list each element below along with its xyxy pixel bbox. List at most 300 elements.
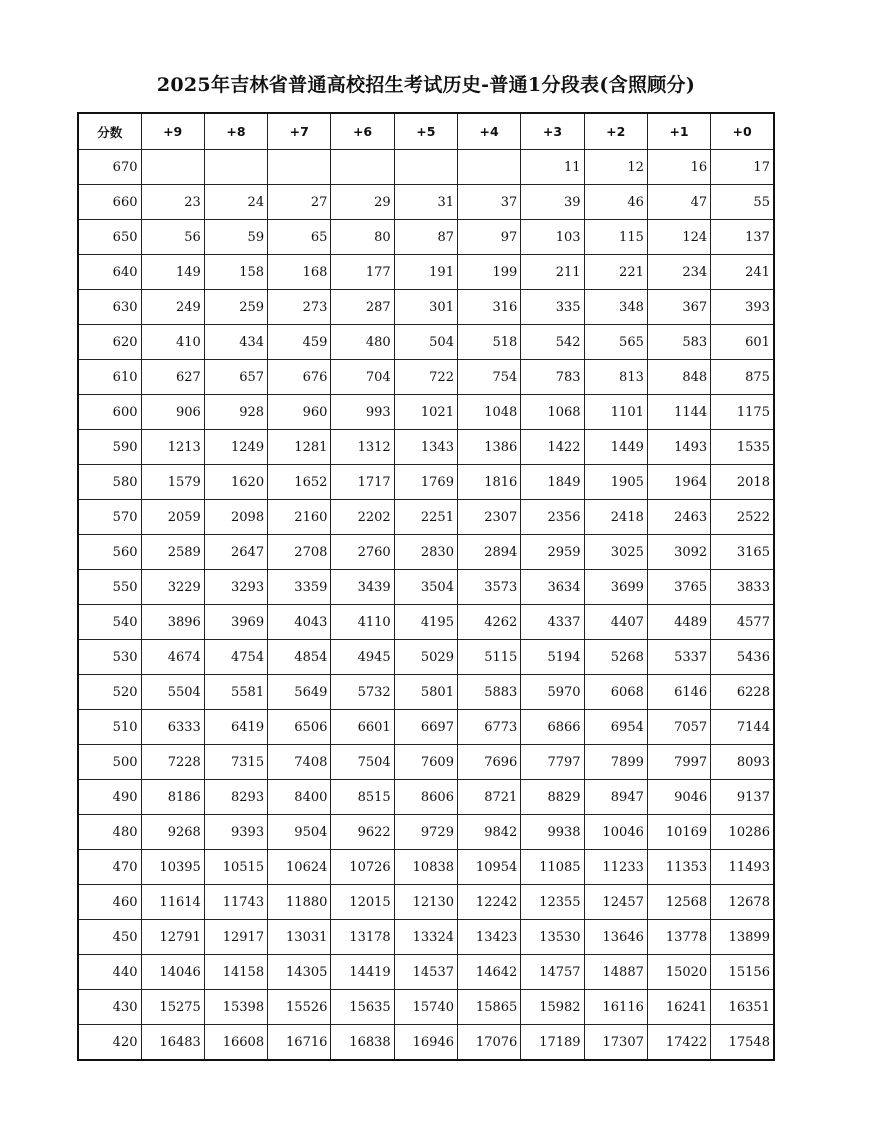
count-cell: 221: [584, 255, 647, 290]
score-cell: 640: [78, 255, 141, 290]
count-cell: 4337: [521, 605, 584, 640]
count-cell: 16116: [584, 990, 647, 1025]
count-cell: 875: [711, 360, 774, 395]
table-row: [78, 1025, 774, 1061]
score-cell: 450: [78, 920, 141, 955]
table-row: [78, 290, 774, 325]
count-cell: 241: [711, 255, 774, 290]
count-cell: 17422: [647, 1025, 710, 1061]
count-cell: 5883: [457, 675, 520, 710]
count-cell: 14887: [584, 955, 647, 990]
count-cell: 504: [394, 325, 457, 360]
count-cell: 960: [268, 395, 331, 430]
score-cell: 580: [78, 465, 141, 500]
count-cell: 15020: [647, 955, 710, 990]
count-cell: 542: [521, 325, 584, 360]
count-cell: 8829: [521, 780, 584, 815]
count-cell: 2830: [394, 535, 457, 570]
count-cell: 1312: [331, 430, 394, 465]
count-cell: 14757: [521, 955, 584, 990]
count-cell: 12130: [394, 885, 457, 920]
count-cell: 273: [268, 290, 331, 325]
count-cell: 335: [521, 290, 584, 325]
count-cell: 8606: [394, 780, 457, 815]
count-cell: 15156: [711, 955, 774, 990]
count-cell: 4854: [268, 640, 331, 675]
count-cell: 3573: [457, 570, 520, 605]
count-cell: 31: [394, 185, 457, 220]
count-cell: 15526: [268, 990, 331, 1025]
column-header-offset: +2: [584, 113, 647, 150]
count-cell: 410: [141, 325, 204, 360]
count-cell: 8721: [457, 780, 520, 815]
table-row: [78, 605, 774, 640]
count-cell: 906: [141, 395, 204, 430]
count-cell: 8947: [584, 780, 647, 815]
score-table: [77, 112, 775, 1061]
count-cell: 4577: [711, 605, 774, 640]
count-cell: 2018: [711, 465, 774, 500]
count-cell: 518: [457, 325, 520, 360]
count-cell: 722: [394, 360, 457, 395]
count-cell: 583: [647, 325, 710, 360]
count-cell: 1281: [268, 430, 331, 465]
count-cell: 1620: [204, 465, 267, 500]
count-cell: 97: [457, 220, 520, 255]
count-cell: 5115: [457, 640, 520, 675]
table-row: [78, 570, 774, 605]
count-cell: 5732: [331, 675, 394, 710]
count-cell: [457, 150, 520, 185]
count-cell: 3896: [141, 605, 204, 640]
score-cell: 490: [78, 780, 141, 815]
count-cell: 16716: [268, 1025, 331, 1061]
count-cell: 5970: [521, 675, 584, 710]
count-cell: 234: [647, 255, 710, 290]
count-cell: 5436: [711, 640, 774, 675]
count-cell: 6697: [394, 710, 457, 745]
count-cell: 6954: [584, 710, 647, 745]
count-cell: 10395: [141, 850, 204, 885]
column-header-offset: +8: [204, 113, 267, 150]
count-cell: 9729: [394, 815, 457, 850]
table-row: [78, 430, 774, 465]
count-cell: 80: [331, 220, 394, 255]
table-row: [78, 850, 774, 885]
count-cell: 17307: [584, 1025, 647, 1061]
count-cell: 565: [584, 325, 647, 360]
table-row: [78, 675, 774, 710]
count-cell: 12917: [204, 920, 267, 955]
score-cell: 660: [78, 185, 141, 220]
table-row: [78, 360, 774, 395]
table-row: [78, 920, 774, 955]
count-cell: 17189: [521, 1025, 584, 1061]
table-row: [78, 990, 774, 1025]
count-cell: 480: [331, 325, 394, 360]
count-cell: 287: [331, 290, 394, 325]
count-cell: 199: [457, 255, 520, 290]
count-cell: 14158: [204, 955, 267, 990]
count-cell: 4945: [331, 640, 394, 675]
count-cell: 2418: [584, 500, 647, 535]
count-cell: 14305: [268, 955, 331, 990]
column-header-offset: +1: [647, 113, 710, 150]
count-cell: 13899: [711, 920, 774, 955]
count-cell: 11: [521, 150, 584, 185]
count-cell: 3634: [521, 570, 584, 605]
table-row: [78, 255, 774, 290]
count-cell: 12678: [711, 885, 774, 920]
count-cell: 15865: [457, 990, 520, 1025]
score-cell: 610: [78, 360, 141, 395]
count-cell: 9842: [457, 815, 520, 850]
score-cell: 430: [78, 990, 141, 1025]
count-cell: 4195: [394, 605, 457, 640]
count-cell: 168: [268, 255, 331, 290]
count-cell: 2098: [204, 500, 267, 535]
score-cell: 600: [78, 395, 141, 430]
count-cell: 15398: [204, 990, 267, 1025]
score-cell: 440: [78, 955, 141, 990]
count-cell: 15982: [521, 990, 584, 1025]
count-cell: 8093: [711, 745, 774, 780]
score-cell: 620: [78, 325, 141, 360]
score-cell: 420: [78, 1025, 141, 1061]
count-cell: 3092: [647, 535, 710, 570]
table-row: [78, 535, 774, 570]
count-cell: 16838: [331, 1025, 394, 1061]
page-title: 2025年吉林省普通高校招生考试历史-普通1分段表(含照顾分): [156, 74, 696, 96]
count-cell: 24: [204, 185, 267, 220]
count-cell: 3025: [584, 535, 647, 570]
count-cell: 7797: [521, 745, 584, 780]
score-cell: 460: [78, 885, 141, 920]
count-cell: 11353: [647, 850, 710, 885]
table-row: [78, 185, 774, 220]
count-cell: 14419: [331, 955, 394, 990]
count-cell: 8400: [268, 780, 331, 815]
table-row: [78, 885, 774, 920]
column-header-offset: +4: [457, 113, 520, 150]
count-cell: 29: [331, 185, 394, 220]
count-cell: 1175: [711, 395, 774, 430]
table-row: [78, 220, 774, 255]
count-cell: 6601: [331, 710, 394, 745]
count-cell: 13646: [584, 920, 647, 955]
count-cell: 754: [457, 360, 520, 395]
count-cell: 7228: [141, 745, 204, 780]
count-cell: 4674: [141, 640, 204, 675]
count-cell: 2760: [331, 535, 394, 570]
score-cell: 570: [78, 500, 141, 535]
score-cell: 650: [78, 220, 141, 255]
count-cell: 1386: [457, 430, 520, 465]
table-row: [78, 325, 774, 360]
count-cell: 6419: [204, 710, 267, 745]
count-cell: 1101: [584, 395, 647, 430]
count-cell: 7997: [647, 745, 710, 780]
count-cell: 14537: [394, 955, 457, 990]
table-row: [78, 150, 774, 185]
header-row: [78, 113, 774, 150]
count-cell: 2307: [457, 500, 520, 535]
count-cell: 601: [711, 325, 774, 360]
score-cell: 470: [78, 850, 141, 885]
count-cell: 627: [141, 360, 204, 395]
count-cell: 5649: [268, 675, 331, 710]
count-cell: 16483: [141, 1025, 204, 1061]
count-cell: 3165: [711, 535, 774, 570]
count-cell: 676: [268, 360, 331, 395]
count-cell: 10515: [204, 850, 267, 885]
count-cell: 211: [521, 255, 584, 290]
count-cell: 12791: [141, 920, 204, 955]
count-cell: 56: [141, 220, 204, 255]
count-cell: 3439: [331, 570, 394, 605]
count-cell: 6146: [647, 675, 710, 710]
count-cell: 9137: [711, 780, 774, 815]
count-cell: 13530: [521, 920, 584, 955]
count-cell: 3833: [711, 570, 774, 605]
count-cell: 15635: [331, 990, 394, 1025]
count-cell: 16351: [711, 990, 774, 1025]
count-cell: 10286: [711, 815, 774, 850]
count-cell: 37: [457, 185, 520, 220]
count-cell: 6866: [521, 710, 584, 745]
count-cell: 1849: [521, 465, 584, 500]
count-cell: 27: [268, 185, 331, 220]
count-cell: 11493: [711, 850, 774, 885]
count-cell: 9268: [141, 815, 204, 850]
count-cell: 3969: [204, 605, 267, 640]
count-cell: 7696: [457, 745, 520, 780]
count-cell: 16: [647, 150, 710, 185]
count-cell: 11743: [204, 885, 267, 920]
count-cell: 13324: [394, 920, 457, 955]
count-cell: 13423: [457, 920, 520, 955]
table-row: [78, 465, 774, 500]
count-cell: 259: [204, 290, 267, 325]
count-cell: 1213: [141, 430, 204, 465]
count-cell: 6506: [268, 710, 331, 745]
count-cell: 8293: [204, 780, 267, 815]
count-cell: 12015: [331, 885, 394, 920]
count-cell: 5029: [394, 640, 457, 675]
score-cell: 590: [78, 430, 141, 465]
count-cell: 4110: [331, 605, 394, 640]
count-cell: 2160: [268, 500, 331, 535]
count-cell: 657: [204, 360, 267, 395]
count-cell: 2202: [331, 500, 394, 535]
count-cell: 2463: [647, 500, 710, 535]
column-header-offset: +5: [394, 113, 457, 150]
count-cell: 4407: [584, 605, 647, 640]
count-cell: 16241: [647, 990, 710, 1025]
count-cell: 59: [204, 220, 267, 255]
count-cell: 1964: [647, 465, 710, 500]
count-cell: 4043: [268, 605, 331, 640]
count-cell: 9046: [647, 780, 710, 815]
count-cell: 1021: [394, 395, 457, 430]
count-cell: 1816: [457, 465, 520, 500]
count-cell: 783: [521, 360, 584, 395]
count-cell: 12355: [521, 885, 584, 920]
count-cell: 2522: [711, 500, 774, 535]
count-cell: 1422: [521, 430, 584, 465]
count-cell: 301: [394, 290, 457, 325]
score-cell: 630: [78, 290, 141, 325]
count-cell: 5504: [141, 675, 204, 710]
count-cell: 4262: [457, 605, 520, 640]
count-cell: 23: [141, 185, 204, 220]
count-cell: 1068: [521, 395, 584, 430]
count-cell: 65: [268, 220, 331, 255]
count-cell: 39: [521, 185, 584, 220]
count-cell: 848: [647, 360, 710, 395]
count-cell: 10169: [647, 815, 710, 850]
count-cell: 17: [711, 150, 774, 185]
count-cell: 5581: [204, 675, 267, 710]
count-cell: [394, 150, 457, 185]
count-cell: 6228: [711, 675, 774, 710]
count-cell: 11233: [584, 850, 647, 885]
count-cell: 47: [647, 185, 710, 220]
score-cell: 480: [78, 815, 141, 850]
count-cell: 5801: [394, 675, 457, 710]
table-row: [78, 780, 774, 815]
count-cell: 11085: [521, 850, 584, 885]
count-cell: 3293: [204, 570, 267, 605]
table-row: [78, 395, 774, 430]
count-cell: 1652: [268, 465, 331, 500]
count-cell: 103: [521, 220, 584, 255]
column-header-offset: +7: [268, 113, 331, 150]
count-cell: 928: [204, 395, 267, 430]
table-row: [78, 745, 774, 780]
count-cell: 1769: [394, 465, 457, 500]
count-cell: 12: [584, 150, 647, 185]
count-cell: 249: [141, 290, 204, 325]
count-cell: 7609: [394, 745, 457, 780]
count-cell: 115: [584, 220, 647, 255]
table-row: [78, 500, 774, 535]
count-cell: 348: [584, 290, 647, 325]
count-cell: 177: [331, 255, 394, 290]
column-header-offset: +3: [521, 113, 584, 150]
count-cell: 55: [711, 185, 774, 220]
count-cell: 3359: [268, 570, 331, 605]
count-cell: 2959: [521, 535, 584, 570]
count-cell: 5268: [584, 640, 647, 675]
count-cell: 12568: [647, 885, 710, 920]
count-cell: 158: [204, 255, 267, 290]
count-cell: 9504: [268, 815, 331, 850]
score-cell: 670: [78, 150, 141, 185]
count-cell: 17548: [711, 1025, 774, 1061]
count-cell: 5337: [647, 640, 710, 675]
count-cell: [204, 150, 267, 185]
column-header-offset: +9: [141, 113, 204, 150]
count-cell: 6773: [457, 710, 520, 745]
table-row: [78, 640, 774, 675]
count-cell: 1905: [584, 465, 647, 500]
count-cell: 367: [647, 290, 710, 325]
count-cell: 10046: [584, 815, 647, 850]
count-cell: 191: [394, 255, 457, 290]
count-cell: 1449: [584, 430, 647, 465]
count-cell: 7408: [268, 745, 331, 780]
count-cell: 7504: [331, 745, 394, 780]
count-cell: 6333: [141, 710, 204, 745]
count-cell: 393: [711, 290, 774, 325]
count-cell: 11614: [141, 885, 204, 920]
count-cell: [331, 150, 394, 185]
count-cell: 11880: [268, 885, 331, 920]
count-cell: 15275: [141, 990, 204, 1025]
score-cell: 510: [78, 710, 141, 745]
count-cell: 7144: [711, 710, 774, 745]
count-cell: 3765: [647, 570, 710, 605]
count-cell: 5194: [521, 640, 584, 675]
count-cell: 13178: [331, 920, 394, 955]
count-cell: 3504: [394, 570, 457, 605]
count-cell: 7315: [204, 745, 267, 780]
count-cell: 149: [141, 255, 204, 290]
count-cell: 8186: [141, 780, 204, 815]
count-cell: 10954: [457, 850, 520, 885]
count-cell: 9393: [204, 815, 267, 850]
count-cell: 993: [331, 395, 394, 430]
score-cell: 530: [78, 640, 141, 675]
count-cell: 1535: [711, 430, 774, 465]
count-cell: 4754: [204, 640, 267, 675]
count-cell: 1249: [204, 430, 267, 465]
table-row: [78, 710, 774, 745]
count-cell: 2059: [141, 500, 204, 535]
score-cell: 520: [78, 675, 141, 710]
score-cell: 500: [78, 745, 141, 780]
count-cell: 12242: [457, 885, 520, 920]
count-cell: 316: [457, 290, 520, 325]
table-row: [78, 815, 774, 850]
count-cell: 15740: [394, 990, 457, 1025]
count-cell: 4489: [647, 605, 710, 640]
count-cell: 12457: [584, 885, 647, 920]
count-cell: [268, 150, 331, 185]
count-cell: 1579: [141, 465, 204, 500]
count-cell: 2647: [204, 535, 267, 570]
count-cell: 1493: [647, 430, 710, 465]
count-cell: 10726: [331, 850, 394, 885]
count-cell: 8515: [331, 780, 394, 815]
count-cell: 1343: [394, 430, 457, 465]
column-header-score: 分数: [78, 113, 141, 150]
count-cell: 16608: [204, 1025, 267, 1061]
score-cell: 550: [78, 570, 141, 605]
count-cell: 14046: [141, 955, 204, 990]
count-cell: 3699: [584, 570, 647, 605]
count-cell: 87: [394, 220, 457, 255]
count-cell: 434: [204, 325, 267, 360]
count-cell: 2589: [141, 535, 204, 570]
count-cell: 1048: [457, 395, 520, 430]
count-cell: 704: [331, 360, 394, 395]
count-cell: 3229: [141, 570, 204, 605]
score-cell: 560: [78, 535, 141, 570]
table-row: [78, 955, 774, 990]
score-cell: 540: [78, 605, 141, 640]
